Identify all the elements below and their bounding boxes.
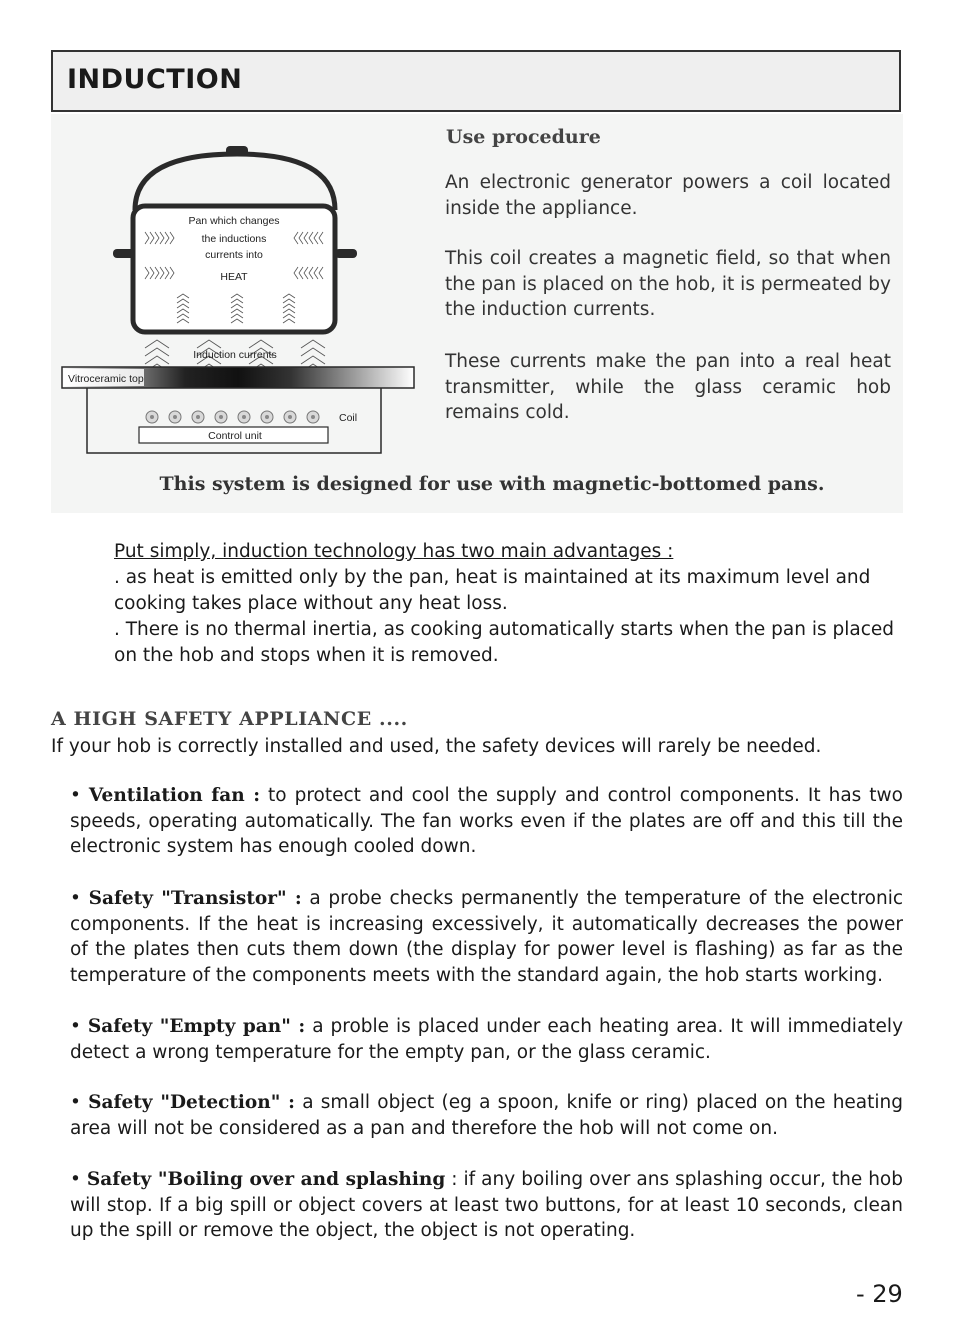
title-box bbox=[51, 50, 901, 112]
safety-bullet-detection: • Safety "Detection" : a small object (eg a spoon, knife or ring) placed on the heating area will not be considered as a pan and therefore the hob will not come on. bbox=[70, 1092, 903, 1139]
pan-label-2: the inductions bbox=[201, 233, 267, 245]
coil-windings bbox=[146, 411, 319, 423]
pan-label-1: Pan which changes bbox=[188, 215, 280, 227]
bullet-text: : if any boiling over ans splashing occur, the hob will stop. If a big spill or object covers at least two buttons, for at least 10 seconds, clean up the spill or remove the object, the object is not operating. bbox=[70, 1169, 903, 1242]
bullet-text: a proble is placed under each heating area. It will immediately detect a wrong temperature for the empty pan, or the glass ceramic. bbox=[70, 1016, 904, 1063]
induction-currents-label: Induction currents bbox=[193, 349, 277, 361]
pan-lid bbox=[135, 154, 335, 210]
bullet-text: a probe checks permanently the temperature of the electronic components. If the heat is increasing excessively, it automatically decreases the power of the plates then cuts them down (the display for power level is flashing) as far as the temperature of the components meets with the standard again, the hob starts working. bbox=[70, 888, 904, 987]
bullet-text: to protect and cool the supply and control components. It has two speeds, operating automatically. The fan works even if the plates are off and this till the electronic system has enough cooled down. bbox=[70, 785, 903, 858]
vitroceramic-label: Vitroceramic top bbox=[68, 373, 144, 385]
page-title: INDUCTION bbox=[67, 64, 243, 95]
control-unit-label: Control unit bbox=[208, 430, 262, 442]
advantages-heading: Put simply, induction technology has two main advantages : bbox=[114, 541, 674, 562]
bullet-label: Safety "Transistor" : bbox=[88, 888, 302, 909]
safety-bullet-transistor: • Safety "Transistor" : a probe checks permanently the temperature of the electronic components. If the heat is increasing excessively, it automatically decreases the power of the plates then cuts them down (the display for power level is flashing) as far as the temperature of the components meets with the standard again, the hob starts working. bbox=[70, 888, 904, 987]
induction-diagram bbox=[51, 114, 471, 484]
pan-label-3: currents into bbox=[205, 249, 263, 261]
bullet-label: Ventilation fan : bbox=[88, 785, 261, 806]
bullet-label: Safety "Detection" : bbox=[88, 1092, 295, 1113]
magnetic-pans-note: This system is designed for use with magnetic-bottomed pans. bbox=[159, 473, 825, 495]
use-procedure-title: Use procedure bbox=[446, 126, 601, 148]
safety-bullet-ventilation: • Ventilation fan : to protect and cool the supply and control components. It has two speeds, operating automatically. The fan works even if the plates are off and this till the electronic system has enough cooled down. bbox=[70, 785, 903, 858]
pan-handle-right bbox=[335, 249, 357, 258]
pan-label-4: HEAT bbox=[220, 271, 248, 283]
safety-bullet-empty-pan: • Safety "Empty pan" : a proble is placed under each heating area. It will immediately detect a wrong temperature for the empty pan, or the glass ceramic. bbox=[70, 1016, 904, 1063]
safety-heading: A HIGH SAFETY APPLIANCE .... bbox=[51, 708, 408, 730]
coil-label: Coil bbox=[339, 412, 358, 424]
bullet-text: a small object (eg a spoon, knife or ring) placed on the heating area will not be considered as a pan and therefore the hob will not come on. bbox=[70, 1092, 903, 1139]
use-procedure-paragraph-1: An electronic generator powers a coil located inside the appliance. bbox=[445, 172, 891, 219]
page-number: - 29 bbox=[856, 1280, 903, 1308]
bullet-label: Safety "Empty pan" : bbox=[87, 1016, 306, 1037]
advantage-item: . as heat is emitted only by the pan, heat is maintained at its maximum level and cooking takes place without any heat loss. bbox=[114, 567, 871, 614]
bullet-label: Safety "Boiling over and splashing bbox=[86, 1169, 446, 1190]
use-procedure-paragraph-2: This coil creates a magnetic field, so that when the pan is placed on the hob, it is permeated by the induction currents. bbox=[445, 248, 891, 320]
safety-intro: If your hob is correctly installed and used, the safety devices will rarely be needed. bbox=[51, 736, 822, 757]
advantage-item: . There is no thermal inertia, as cooking automatically starts when the pan is placed on the hob and stops when it is removed. bbox=[114, 619, 894, 666]
use-procedure-paragraph-3: These currents make the pan into a real heat transmitter, while the glass ceramic hob remains cold. bbox=[445, 351, 891, 423]
advantages-section bbox=[114, 539, 904, 669]
safety-bullet-boiling-over: • Safety "Boiling over and splashing : if any boiling over ans splashing occur, the hob will stop. If a big spill or object covers at least two buttons, for at least 10 seconds, clean up the spill or remove the object, the object is not operating. bbox=[70, 1169, 903, 1242]
